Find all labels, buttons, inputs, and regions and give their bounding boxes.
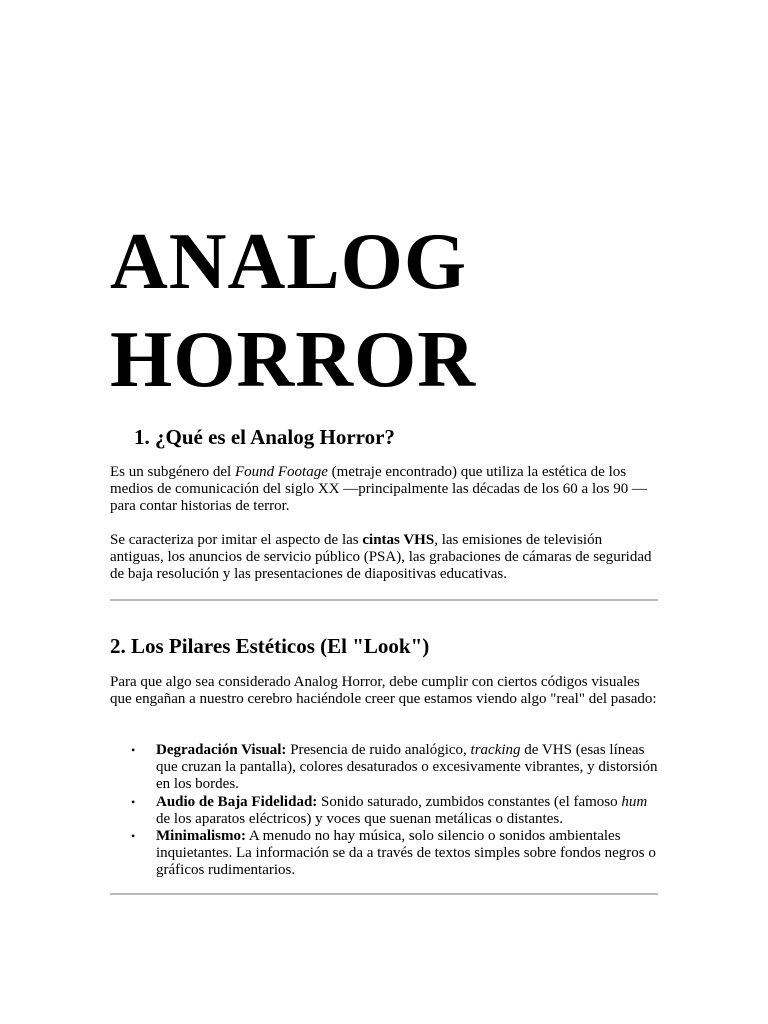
document-title [110, 213, 476, 409]
section-2-intro: Para que algo sea considerado Analog Horror, debe cumplir con ciertos códigos visuales que engañan a nuestro cerebro haciéndole creer que estamos viendo algo "real" del pasado: [110, 674, 657, 708]
section-1-paragraph-2 [110, 532, 658, 584]
section-1-paragraph-1 [110, 464, 658, 516]
list-item-text: de los aparatos eléctricos) y voces que suenan metálicas o distantes. [156, 810, 563, 827]
text-run: Se caracteriza por imitar el aspecto de las [110, 532, 363, 548]
list-item [110, 742, 658, 794]
section-2-heading: 2. Los Pilares Estéticos (El "Look") [110, 634, 430, 658]
list-item-text: Sonido saturado, zumbidos constantes (el famoso [317, 793, 622, 810]
list-item-text: A menudo no hay música, solo silencio o sonidos ambientales inquietantes. La información se da a través de textos simples sobre fondos negros o gráficos rudimentarios. [156, 828, 656, 879]
section-1-heading: 1. ¿Qué es el Analog Horror? [134, 425, 395, 449]
text-run: (metraje encontrado) que utiliza la estética de los medios de comunicación del siglo XX —principalmente las décadas de los 60 a los 90 — para contar historias de terror. [110, 464, 647, 515]
italic-term: hum [621, 793, 648, 810]
section-divider [110, 599, 658, 601]
aesthetic-pillars-list [110, 742, 658, 880]
list-item-label: Audio de Baja Fidelidad: [156, 793, 318, 810]
italic-term: tracking [470, 742, 521, 758]
text-run: Es un subgénero del [110, 464, 235, 480]
list-item [110, 794, 658, 828]
bullet-icon: • [131, 829, 136, 844]
list-item-text: de VHS (esas líneas que cruzan la pantalla), colores desaturados o excesivamente vibrantes, y distorsión en los bordes. [156, 742, 658, 793]
italic-term: Found Footage [234, 464, 328, 480]
list-item-label: Degradación Visual: [156, 742, 287, 758]
title-line-1: ANALOG [110, 218, 468, 306]
bullet-icon: • [131, 794, 136, 809]
list-item-text: Presencia de ruido analógico, [286, 742, 471, 758]
title-line-2: HORROR [110, 316, 476, 404]
bullet-icon: • [131, 743, 136, 757]
text-run: , las emisiones de televisión antiguas, los anuncios de servicio público (PSA), las grabaciones de cámaras de seguridad de baja resolución y las presentaciones de diapositivas educativas. [110, 532, 652, 583]
bold-term: cintas VHS [362, 532, 435, 548]
section-divider [110, 893, 658, 895]
list-item [110, 828, 658, 880]
list-item-label: Minimalismo: [156, 828, 246, 845]
